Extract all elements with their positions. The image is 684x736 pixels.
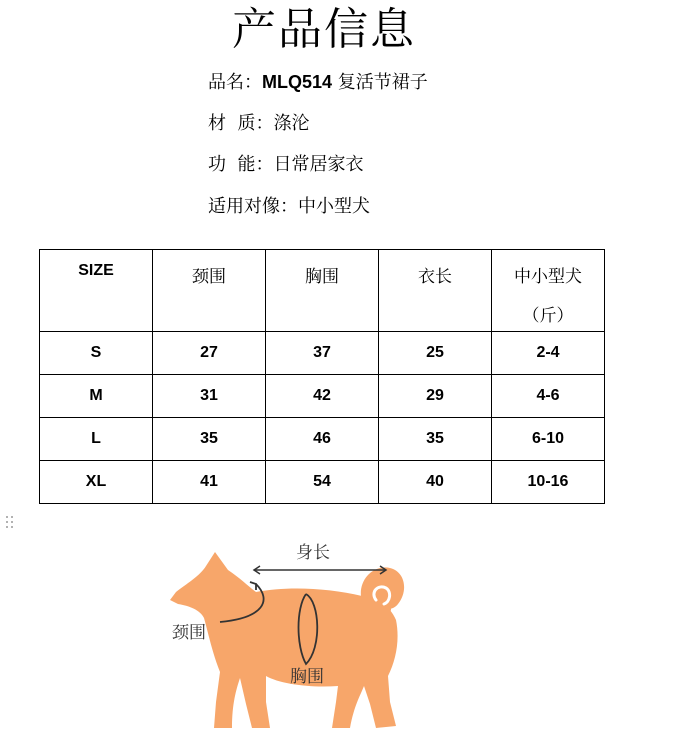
label-neck: 颈围 [172, 623, 206, 643]
header-size: SIZE [40, 250, 153, 332]
label-chest: 胸围 [290, 667, 324, 687]
header-weight-unit: （斤） [522, 306, 574, 326]
header-length: 衣长 [379, 250, 492, 332]
header-chest: 胸围 [266, 250, 379, 332]
table-cell: 41 [153, 461, 266, 504]
dog-measurement-diagram [160, 536, 420, 736]
info-value: 中小型犬 [298, 196, 370, 217]
size-table [39, 249, 605, 504]
header-weight [492, 250, 605, 332]
drag-handle-icon[interactable] [6, 516, 14, 530]
info-label: 适用对像： [208, 196, 298, 217]
table-cell: 46 [266, 418, 379, 461]
info-value: 涤沦 [273, 113, 310, 134]
info-label: 品名： [208, 72, 262, 93]
table-row [40, 375, 605, 418]
table-cell: 35 [153, 418, 266, 461]
info-label: 功 能： [208, 154, 274, 175]
table-cell: 2-4 [492, 332, 605, 375]
header-neck: 颈围 [153, 250, 266, 332]
info-target [208, 195, 370, 219]
table-cell: 35 [379, 418, 492, 461]
dog-tail [361, 567, 404, 620]
table-cell: 25 [379, 332, 492, 375]
table-row [40, 332, 605, 375]
table-cell: 54 [266, 461, 379, 504]
label-body-length: 身长 [296, 543, 330, 563]
info-value: 日常居家衣 [273, 154, 364, 175]
table-cell: 37 [266, 332, 379, 375]
table-cell: 31 [153, 375, 266, 418]
table-cell: 40 [379, 461, 492, 504]
table-cell: 10-16 [492, 461, 605, 504]
info-material [208, 112, 309, 136]
table-cell: S [40, 332, 153, 375]
product-code: MLQ514 [262, 72, 333, 92]
info-function [208, 153, 363, 177]
body-length-arrow [254, 566, 386, 574]
info-product-name [208, 70, 428, 95]
info-label: 材 质： [208, 113, 274, 134]
table-cell: L [40, 418, 153, 461]
table-cell: M [40, 375, 153, 418]
table-cell: XL [40, 461, 153, 504]
page-title: 产品信息 [232, 4, 416, 55]
table-cell: 4-6 [492, 375, 605, 418]
table-row [40, 418, 605, 461]
info-value: 复活节裙子 [332, 72, 428, 93]
header-weight-label: 中小型犬 [514, 267, 582, 287]
table-header-row [40, 250, 605, 332]
table-cell: 27 [153, 332, 266, 375]
table-row [40, 461, 605, 504]
table-cell: 6-10 [492, 418, 605, 461]
table-cell: 42 [266, 375, 379, 418]
table-cell: 29 [379, 375, 492, 418]
